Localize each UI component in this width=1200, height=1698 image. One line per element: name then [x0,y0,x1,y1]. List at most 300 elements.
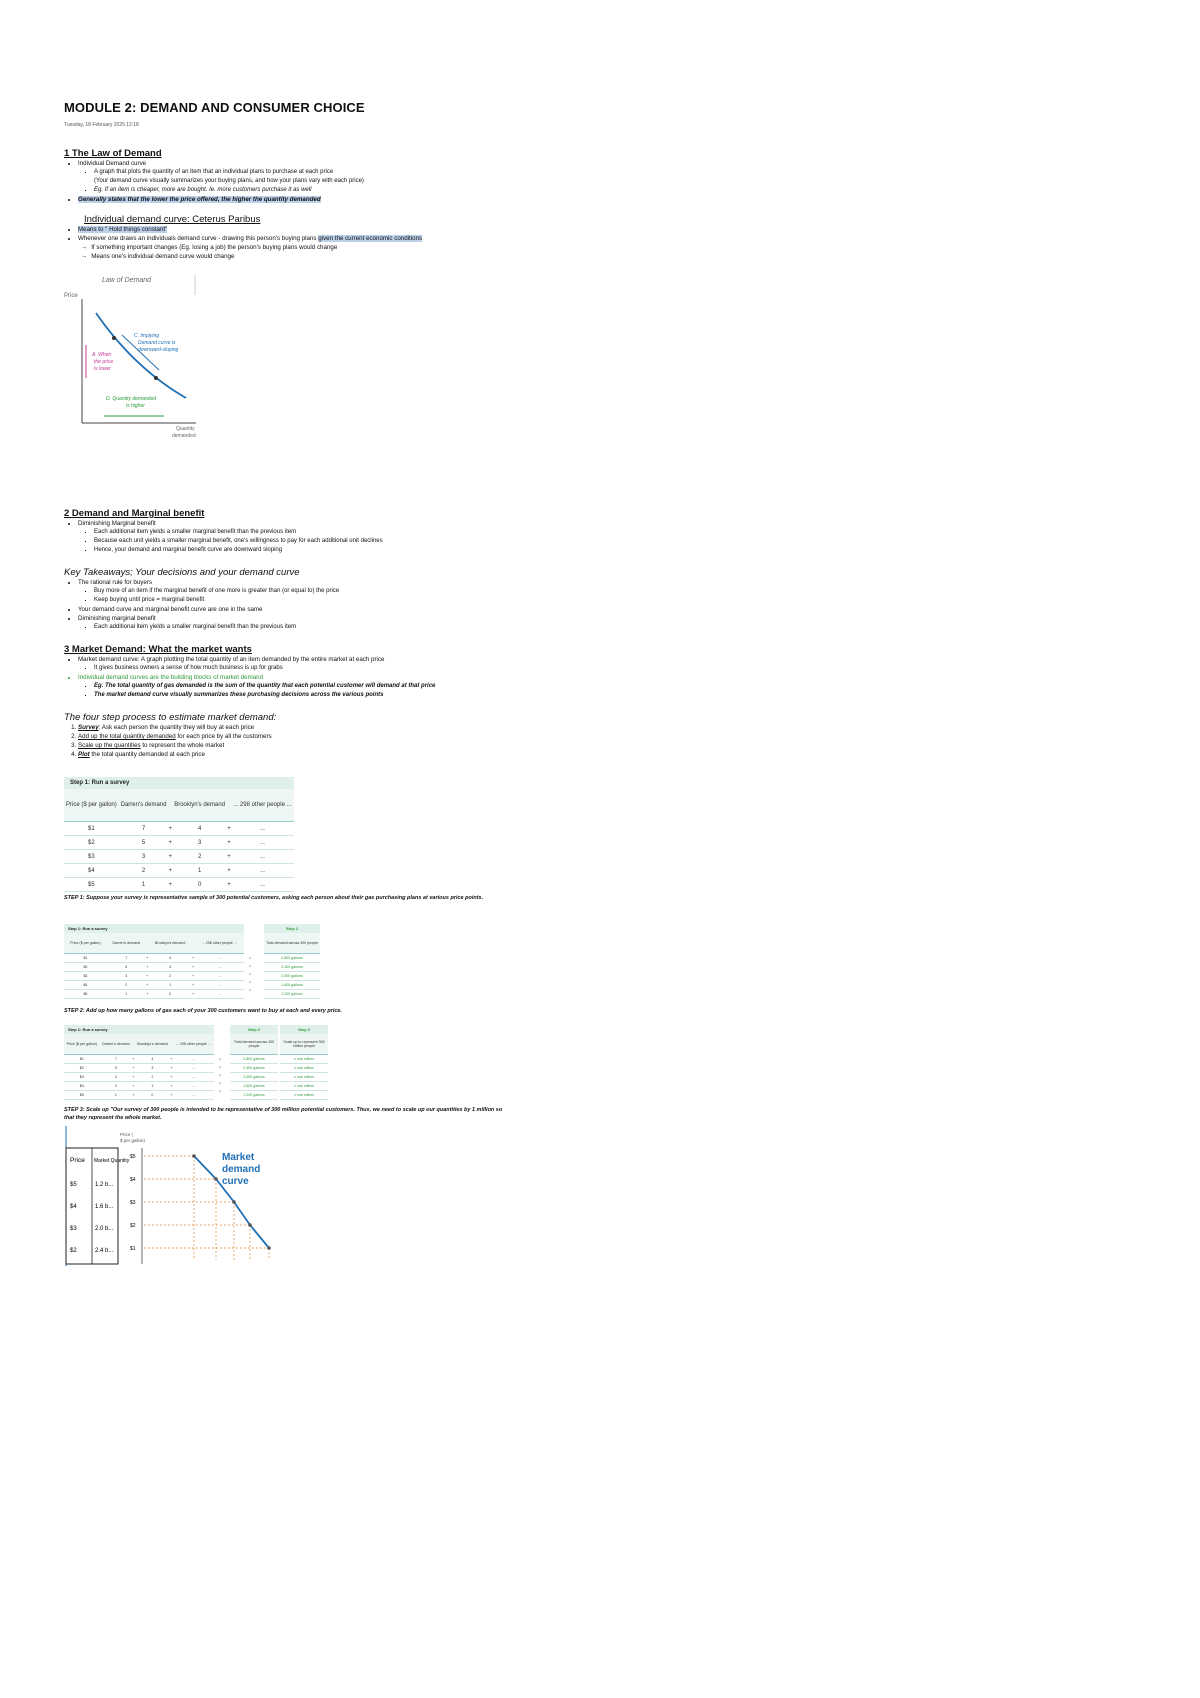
plus-cell: + [168,822,172,836]
column-header: Darren's demand [100,1034,132,1055]
column-header: ... 298 other people ... [231,789,294,822]
price-cell: $1 [64,822,119,836]
table-row [214,1063,226,1071]
table-row [64,850,294,864]
column-header: ... 298 other people ... [173,1034,214,1055]
plus-cell: + [146,963,149,972]
step-keyword: Add up the total quantity demanded [78,733,176,740]
section-marginal-benefit [64,508,524,555]
list-item [90,243,524,252]
others-cell: ... [231,878,294,892]
list-item [90,252,524,261]
column-header: Price ($ per gallon) [64,933,107,954]
table-row [64,1055,214,1064]
plus-cell: + [227,878,231,892]
market-price-cell: $3 [70,1226,77,1232]
y-tick-label: $2 [130,1223,136,1229]
total-cell: 2,000 gallons [264,972,320,981]
others-cell: ... [231,836,294,850]
list-text: for each price by all the customers [175,733,272,740]
list-text: Individual demand curves are the building blocks of market demand [78,674,264,681]
market-price-cell: $4 [70,1204,77,1210]
list-item [94,587,524,596]
list-item [78,723,524,732]
list-text: Hence, your demand and marginal benefit curve are downward sloping [94,547,283,553]
section-1-list [64,159,524,204]
plus-cell: + [227,850,231,864]
brooklyn-cell: 1 [135,1082,171,1091]
survey-table-small [64,1025,214,1100]
list-item [78,578,524,605]
figure-y-label: Price ( [120,1132,134,1137]
darren-cell: 7 [107,954,146,963]
plus-cell: + [168,850,172,864]
plus-cell: + [170,1064,172,1073]
page-timestamp: Tuesday, 18 February 2025 12:18 [64,122,139,128]
plus-cell: + [192,981,195,990]
darren-cell: 3 [119,850,169,864]
plus-cell: + [227,864,231,878]
column-header: Price ($ per gallon) [64,789,119,822]
plus-cell: + [146,954,149,963]
table-row [244,954,256,962]
equals-cell: = [248,980,252,984]
table-row [64,990,244,999]
law-of-demand-figure [64,273,214,438]
document-page [64,100,524,1266]
market-quantity-cell: 1.2 b... [95,1182,114,1188]
table-row [64,864,294,878]
total-cell: 1,200 gallons [230,1091,278,1100]
page-title: MODULE 2: DEMAND AND CONSUMER CHOICE [64,100,365,115]
table-body [230,1055,278,1100]
table-step-label: Step 2 [230,1025,278,1034]
list-item [78,750,524,759]
plus-cell: + [170,1082,172,1091]
point-high-price [112,336,116,340]
table-row [264,990,320,999]
market-quantity-cell: 1.6 b... [95,1204,114,1210]
darren-cell: 5 [107,963,146,972]
highlighted-text: given the current economic conditions [318,235,423,242]
curve-label: curve [222,1176,249,1187]
list-text: Whenever one draws an individuals demand curve - drawing this person's buying plans [78,235,319,242]
equals-cell: = [248,964,252,968]
brooklyn-cell: 3 [149,963,192,972]
list-item [94,546,524,555]
darren-cell: 1 [107,990,146,999]
table-step-label: Step 1: Run a survey [64,924,244,933]
list-text: Each additional item yields a smaller marginal benefit than the previous item [94,529,297,535]
section-3-list [64,655,524,700]
annotation-c: C. Implying [134,333,160,339]
equals-cell: = [248,988,252,992]
list-item [78,519,524,555]
step-keyword: Survey [78,724,99,731]
darren-cell: 3 [107,972,146,981]
curve-label: Market [222,1152,255,1163]
annotation-c: Demand curve is [138,340,176,346]
equals-cell: = [218,1073,222,1077]
column-header: Darren's demand [107,933,146,954]
brooklyn-cell: 0 [172,878,227,892]
table-row [280,1091,328,1100]
market-price-cell: $2 [70,1248,77,1254]
list-item [94,596,524,605]
table-row [244,970,256,978]
list-item [78,655,524,673]
others-cell: ... [231,822,294,836]
list-text: Individual Demand curve [78,160,147,167]
section-3-heading: 3 Market Demand: What the market wants [64,644,252,655]
brooklyn-cell: 2 [172,850,227,864]
column-header: Scale up to represent 300 million people [280,1034,328,1055]
y-ticks [130,1154,136,1252]
table-row [264,981,320,990]
list-item [94,691,524,700]
list-text: to represent the whole market [140,742,225,749]
brooklyn-cell: 3 [172,836,227,850]
plus-cell: + [146,972,149,981]
scaled-cell: x one million [280,1073,328,1082]
annotation-c: downward-sloping [138,347,179,353]
plus-cell: + [132,1091,134,1100]
brooklyn-cell: 3 [135,1064,171,1073]
table-row [264,963,320,972]
brooklyn-cell: 4 [149,954,192,963]
table-body [280,1055,328,1100]
curve-point [267,1246,271,1250]
darren-cell: 5 [119,836,169,850]
others-cell: ... [231,864,294,878]
table-row [230,1055,278,1064]
total-demand-table [230,1025,278,1100]
total-cell: 2,800 gallons [264,954,320,963]
brooklyn-cell: 1 [172,864,227,878]
y-tick-label: $1 [130,1246,136,1252]
price-cell: $1 [64,954,107,963]
list-item [94,682,524,691]
figure-y-label: $ per gallon) [120,1138,146,1143]
total-demand-table [264,924,320,999]
figure-y-label: Price [64,293,78,299]
brooklyn-cell: 0 [135,1091,171,1100]
key-takeaways-heading: Key Takeaways; Your decisions and your demand curve [64,567,300,578]
others-cell: ... [173,1064,214,1073]
annotation-a: is lower [94,366,111,372]
curve-label: demand [222,1164,261,1175]
list-text: The rational rule for buyers [78,579,152,586]
annotation-a: the price [94,359,114,365]
plus-cell: + [132,1082,134,1091]
four-step-list [64,723,524,759]
survey-table-small [64,924,244,999]
list-text: Each additional item yields a smaller marginal benefit than the previous item [94,624,297,630]
highlighted-text: Generally states that the lower the price offered, the higher the quantity demanded [78,196,321,203]
equals-cell: = [218,1065,222,1069]
others-cell: ... [195,954,244,963]
table-row [230,1064,278,1073]
table-row [64,1082,214,1091]
step-keyword: Plot [78,751,90,758]
plus-cell: + [170,1091,172,1100]
equals-cell: = [218,1089,222,1093]
plus-cell: + [168,878,172,892]
darren-cell: 2 [100,1082,132,1091]
figure-x-label: demanded [172,433,196,438]
table-step-label: Step 1: Run a survey [64,1025,214,1034]
brooklyn-cell: 2 [135,1073,171,1082]
table-row [64,878,294,892]
plus-cell: + [192,954,195,963]
darren-cell: 7 [100,1055,132,1064]
figure-x-label: Quantity [176,426,195,432]
list-item [78,614,524,632]
list-text: A graph that plots the quantity of an item that an individual plans to purchase at each price [94,169,334,175]
table-row [280,1082,328,1091]
list-item [94,528,524,537]
total-cell: 1,200 gallons [264,990,320,999]
market-quantity-cell: 2.0 b... [95,1226,114,1232]
list-item [78,234,524,243]
price-cell: $5 [64,878,119,892]
darren-cell: 1 [119,878,169,892]
curve-point [214,1177,218,1181]
list-text: (Your demand curve visually summarizes your buying plans, and how your plans vary with each price) [94,178,364,184]
section-market-demand [64,644,524,700]
highlighted-text: Means to " Hold things constant" [78,226,168,233]
step-3-figure [64,1025,524,1100]
ceterus-paribus-heading: Individual demand curve: Ceterus Paribus [84,214,261,225]
darren-cell: 3 [100,1073,132,1082]
list-item [78,605,524,614]
section-1-heading: 1 The Law of Demand [64,148,162,159]
table-row [244,962,256,970]
table-row [214,1079,226,1087]
others-cell: ... [173,1082,214,1091]
table-row [230,1082,278,1091]
key-takeaways-list [64,578,524,632]
others-cell: ... [195,990,244,999]
equals-cell: = [218,1081,222,1085]
plus-cell: + [192,990,195,999]
price-cell: $5 [64,1091,100,1100]
annotation-d: is higher [126,403,145,409]
price-cell: $4 [64,981,107,990]
list-text: It gives business owners a sense of how much business is up for grabs [94,665,283,671]
market-demand-figure [64,1126,294,1266]
scaled-cell: x one million [280,1055,328,1064]
y-tick-label: $3 [130,1200,136,1206]
point-low-price [154,376,158,380]
plus-cell: + [192,972,195,981]
market-table-header: Market Quantity [94,1158,130,1164]
list-item [94,664,524,673]
table-row [214,1055,226,1063]
table-row [280,1064,328,1073]
table-row [230,1073,278,1082]
darren-cell: 2 [119,864,169,878]
list-item [78,732,524,741]
brooklyn-cell: 4 [135,1055,171,1064]
list-text: Eg. If an item is cheaper, more are bought. Ie. more customers purchase it as well [94,187,312,193]
price-cell: $2 [64,1064,100,1073]
list-text: Eg. The total quantity of gas demanded is the sum of the quantity that each potential customer will demand at that price [94,683,436,689]
others-cell: ... [195,963,244,972]
ceterus-list [64,225,524,261]
table-row [244,986,256,994]
column-header: ... 298 other people ... [195,933,244,954]
brooklyn-cell: 4 [172,822,227,836]
step-1-caption: STEP 1: Suppose your survey is representative sample of 300 potential customers, asking each person about their gas purchasing plans at various price points. [64,895,484,901]
list-text: Keep buying until price = marginal benefit [94,597,205,603]
table-step-label: Step 2 [264,924,320,933]
plus-cell: + [132,1055,134,1064]
list-text: Diminishing marginal benefit [78,615,156,622]
step-keyword: Scale up the quantities [78,742,141,749]
annotation-a: A. When [92,352,112,358]
column-header: Brooklyn's demand [172,789,227,822]
scaled-cell: x one million [280,1091,328,1100]
table-row [64,822,294,836]
table-row [64,1064,214,1073]
list-item [78,673,524,700]
brooklyn-cell: 0 [149,990,192,999]
plus-cell: + [146,990,149,999]
plus-cell: + [192,963,195,972]
others-cell: ... [173,1091,214,1100]
table-row [230,1091,278,1100]
list-item [78,741,524,750]
table-row [264,954,320,963]
curve-point [192,1154,196,1158]
price-cell: $4 [64,864,119,878]
list-item [94,186,524,195]
price-cell: $3 [64,1073,100,1082]
list-item [94,623,524,632]
column-header: Brooklyn's demand [135,1034,171,1055]
column-header: Total demand across 300 people [264,933,320,954]
table-row [214,1087,226,1095]
market-price-cell: $5 [70,1182,77,1188]
section-key-takeaways [64,567,524,632]
price-cell: $5 [64,990,107,999]
section-law-of-demand [64,148,524,261]
equals-cell: = [248,972,252,976]
column-header: Total demand across 300 people [230,1034,278,1055]
table-row [64,972,244,981]
list-text: If something important changes (Eg. losing a job) the person's buying plans would change [91,244,338,251]
darren-cell: 2 [107,981,146,990]
column-header: Darren's demand [119,789,169,822]
plus-cell: + [132,1073,134,1082]
section-2-heading: 2 Demand and Marginal benefit [64,508,205,519]
table-row [64,1091,214,1100]
brooklyn-cell: 2 [149,972,192,981]
equals-column [244,954,256,994]
market-table-header: Price [70,1157,85,1164]
plus-cell: + [227,822,231,836]
table-row [280,1073,328,1082]
others-cell: ... [173,1073,214,1082]
section-2-list [64,519,524,555]
figure-title: Law of Demand [102,277,152,284]
table-step-label: Step 1: Run a survey [64,777,294,789]
survey-table-body [64,822,294,892]
price-cell: $2 [64,836,119,850]
step-2-caption: STEP 2: Add up how many gallons of gas each of your 300 customers want to buy at each and every price. [64,1008,343,1014]
total-cell: 2,400 gallons [230,1064,278,1073]
list-text: Buy more of an item if the marginal benefit of one more is greater than (or equal to) the price [94,588,340,594]
list-text: Means one's individual demand curve would change [91,253,235,260]
equals-cell: = [218,1057,222,1061]
total-cell: 1,600 gallons [230,1082,278,1091]
price-cell: $1 [64,1055,100,1064]
table-step-label: Step 3 [280,1025,328,1034]
market-quantity-cell: 2.4 b... [95,1248,114,1254]
y-tick-label: $5 [130,1154,136,1160]
plus-cell: + [168,836,172,850]
curve-point [248,1223,252,1227]
list-item [78,195,524,204]
table-row [244,978,256,986]
table-row [64,963,244,972]
others-cell: ... [173,1055,214,1064]
list-text: Your demand curve and marginal benefit curve are one in the same [78,606,263,613]
others-cell: ... [231,850,294,864]
darren-cell: 7 [119,822,169,836]
table-row [64,836,294,850]
table-row [64,1073,214,1082]
column-header: Price ($ per gallon) [64,1034,100,1055]
table-row [214,1071,226,1079]
scaled-demand-table [280,1025,328,1100]
column-header: Brooklyn's demand [149,933,192,954]
price-cell: $4 [64,1082,100,1091]
others-cell: ... [195,972,244,981]
total-cell: 1,600 gallons [264,981,320,990]
list-text: Diminishing Marginal benefit [78,520,156,527]
total-cell: 2,800 gallons [230,1055,278,1064]
four-step-heading: The four step process to estimate market demand: [64,712,277,723]
darren-cell: 5 [100,1064,132,1073]
table-row [264,972,320,981]
equals-cell: = [248,956,252,960]
list-text: The market demand curve visually summarizes these purchasing decisions across the various points [94,692,384,698]
table-body [64,1055,214,1100]
curve-point [232,1200,236,1204]
scaled-cell: x one million [280,1082,328,1091]
step-3-caption: STEP 3: Scale up "Our survey of 300 people is intended to be representative of 300 million potential customers. Thus, we need to scale up our quantities by 1 million so that they represent the whole market. [64,1107,503,1121]
list-item [78,159,524,195]
list-item [94,168,524,186]
step-2-figure [64,924,524,999]
equals-column [214,1055,226,1095]
plus-cell: + [146,981,149,990]
table-row [64,981,244,990]
list-text: the total quantity demanded at each price [89,751,205,758]
table-row [64,954,244,963]
total-cell: 2,400 gallons [264,963,320,972]
total-cell: 2,000 gallons [230,1073,278,1082]
list-text: : Ask each person the quantity they will buy at each price [98,724,255,731]
darren-cell: 1 [100,1091,132,1100]
plus-cell: + [168,864,172,878]
plus-cell: + [227,836,231,850]
plus-cell: + [170,1073,172,1082]
annotation-d: D. Quantity demanded [106,396,157,402]
list-item [78,225,524,234]
